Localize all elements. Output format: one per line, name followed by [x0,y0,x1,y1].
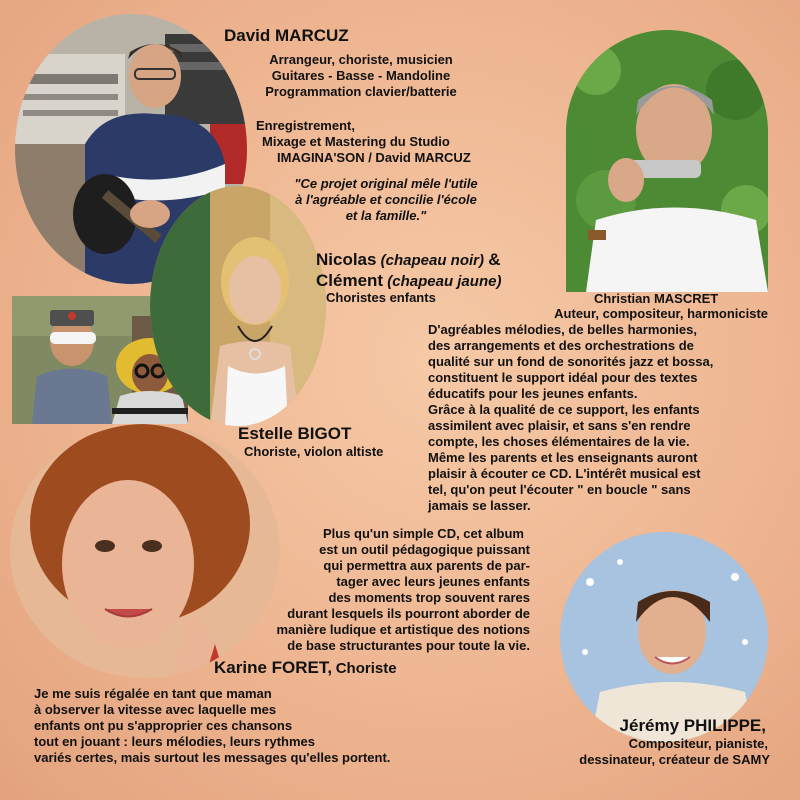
album-text-line: qui permettra aux parents de par- [323,558,530,573]
david-role-line: Guitares - Basse - Mandoline [271,68,451,83]
david-name: David MARCUZ [224,26,349,45]
karine-text-line: à observer la vitesse avec laquelle mes [34,702,277,717]
christian-text-line: qualité sur un fond de sonorités jazz et bossa, [428,354,714,369]
karine-text-line: variés certes, mais surtout les messages qu'elles portent. [34,750,391,765]
album-text-line: tager avec leurs jeunes enfants [336,574,530,589]
karine-name: Karine FORET, [214,658,333,677]
kids-name-nicolas: Nicolas [316,250,377,269]
photo-christian-mascret [566,30,768,292]
album-text-line: est un outil pédagogique puissant [319,542,530,557]
david-quote [270,176,502,224]
david-studio-line: IMAGINA'SON / David MARCUZ [277,150,471,165]
album-text-line: de base structurantes pour toute la vie. [287,638,530,653]
christian-text-line: plaisir à écouter ce CD. L'intérêt musical est [428,466,701,481]
jeremy-block [536,716,780,768]
christian-text-line: constituent le support idéal pour des textes [428,370,698,385]
christian-role: Auteur, compositeur, harmoniciste [554,306,768,321]
karine-text [34,686,390,766]
karine-role: Choriste [335,660,397,677]
photo-karine-foret [10,424,280,678]
david-studio-line: Enregistrement, [256,118,355,133]
christian-text [428,322,770,514]
kids-hat-nicolas: (chapeau noir) [380,252,485,269]
christian-text-line: D'agréables mélodies, de belles harmonies, [428,322,697,337]
christian-text-line: Même les parents et les enseignants auront [428,450,698,465]
christian-text-line: des arrangements et des orchestrations de [428,338,694,353]
kids-role: Choristes enfants [326,290,436,305]
album-text-line: des moments trop souvent rares [328,590,530,605]
christian-text-line: jamais se lasser. [428,498,531,513]
karine-text-line: Je me suis régalée en tant que maman [34,686,272,701]
david-role-line: Programmation clavier/batterie [265,84,457,99]
christian-text-line: Grâce à la qualité de ce support, les enfants [428,402,700,417]
christian-block [418,306,768,322]
kids-names [316,250,501,292]
kids-ampersand: & [488,250,501,269]
david-quote-line: et la famille." [345,208,427,223]
david-studio [256,118,471,166]
jeremy-role-1: Compositeur, pianiste, [628,736,768,751]
estelle-name: Estelle BIGOT [238,424,352,443]
david-quote-line: à l'agréable et concilie l'école [295,192,477,207]
jeremy-role-2: dessinateur, créateur de SAMY [579,752,770,767]
david-studio-line: Mixage et Mastering du Studio [262,134,450,149]
karine-text-line: tout en jouant : leurs mélodies, leurs rythmes [34,734,316,749]
photo-jeremy-philippe [560,532,768,742]
christian-text-line: éducatifs pour les jeunes enfants. [428,386,638,401]
jeremy-name: Jérémy PHILIPPE, [619,716,766,735]
estelle-role: Choriste, violon altiste [244,444,384,459]
album-text [268,526,530,654]
david-role-line: Arrangeur, choriste, musicien [269,52,453,67]
christian-text-line: compte, les choses élémentaires de la vie. [428,434,690,449]
david-roles [242,52,480,100]
karine-text-line: enfants ont pu s'approprier ces chansons [34,718,293,733]
christian-text-line: assimilent avec plaisir, et sans s'en rendre [428,418,691,433]
album-text-line: manière ludique et artistique des notions [276,622,530,637]
david-quote-line: "Ce projet original mêle l'utile [294,176,478,191]
kids-hat-clement: (chapeau jaune) [387,273,502,290]
kids-name-clement: Clément [316,271,384,290]
christian-name: Christian MASCRET [594,291,719,306]
karine-heading [214,658,397,679]
album-text-line: durant lesquels ils pourront aborder de [287,606,530,621]
christian-text-line: tel, qu'on peut l'écouter " en boucle " sans [428,482,691,497]
album-text-line: Plus qu'un simple CD, cet album [322,526,524,541]
